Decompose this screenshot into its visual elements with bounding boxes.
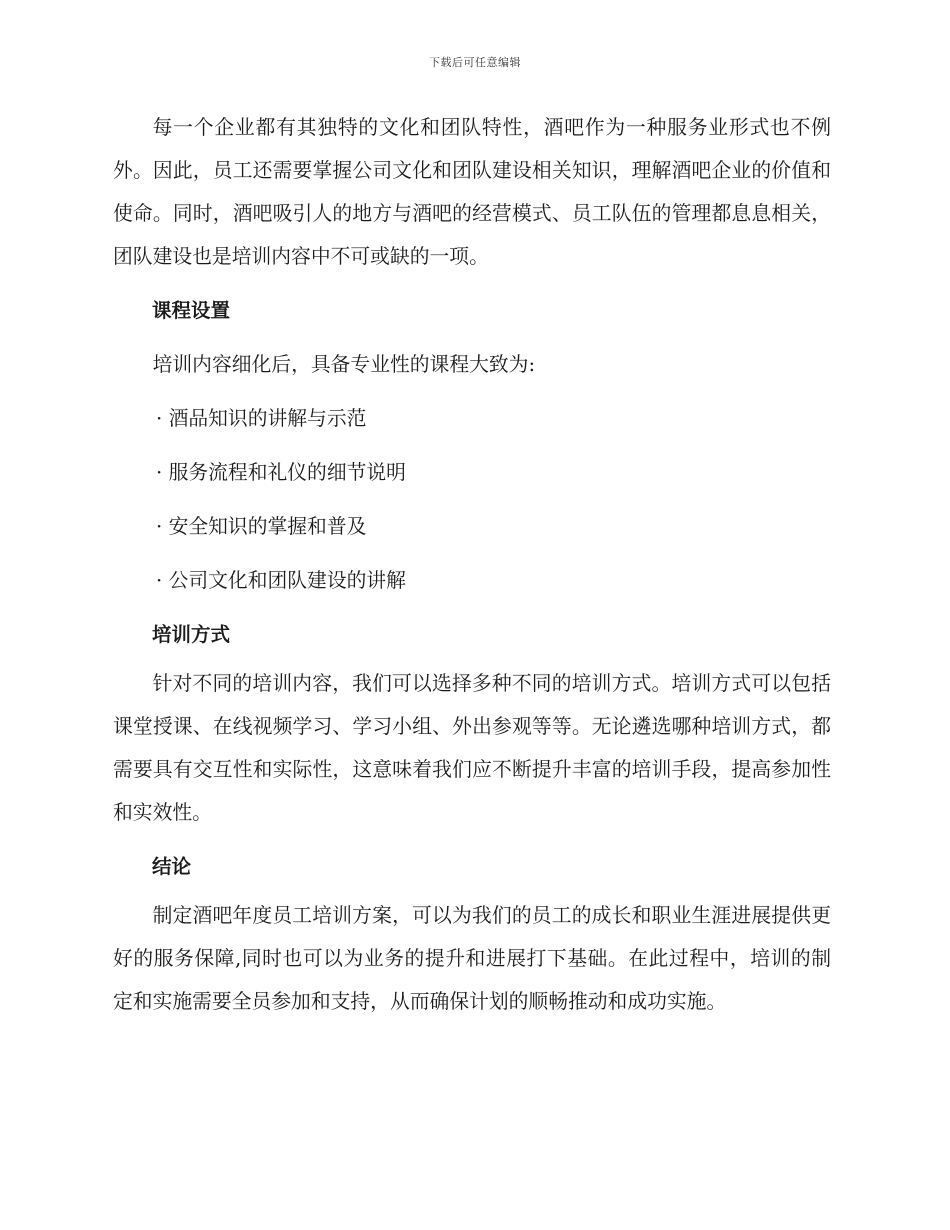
section-heading-conclusion: 结论	[152, 855, 192, 878]
method-paragraph: 针对不同的培训内容，我们可以选择多种不同的培训方式。培训方式可以包括课堂授课、在线视频学习、学习小组、外出参观等等。无论遴选哪种培训方式，都需要具有交互性和实际性，这意味着我们应不断提升丰富的培训手段，提高参加性和实效性。	[113, 672, 831, 824]
course-lead-text: 培训内容细化后，具备专业性的课程大致为:	[152, 353, 536, 376]
header-note: 下载后可任意编辑	[429, 56, 521, 69]
course-bullet-4: · 公司文化和团队建设的讲解	[156, 569, 406, 592]
document-body	[113, 106, 831, 1023]
section-heading-course: 课程设置	[152, 299, 231, 322]
course-bullet-1: · 酒品知识的讲解与示范	[156, 407, 367, 430]
course-bullet-2: · 服务流程和礼仪的细节说明	[156, 461, 406, 484]
section-heading-method: 培训方式	[152, 623, 231, 646]
intro-paragraph: 每一个企业都有其独特的文化和团队特性，酒吧作为一种服务业形式也不例外。因此，员工还需要掌握公司文化和团队建设相关知识，理解酒吧企业的价值和使命。同时，酒吧吸引人的地方与酒吧的经营模式、员工队伍的管理都息息相关，团队建设也是培训内容中不可或缺的一项。	[113, 116, 831, 268]
conclusion-paragraph: 制定酒吧年度员工培训方案，可以为我们的员工的成长和职业生涯进展提供更好的服务保障,同时也可以为业务的提升和进展打下基础。在此过程中，培训的制定和实施需要全员参加和支持，从而确保计划的顺畅推动和成功实施。	[113, 904, 831, 1013]
course-bullet-3: · 安全知识的掌握和普及	[156, 515, 367, 538]
